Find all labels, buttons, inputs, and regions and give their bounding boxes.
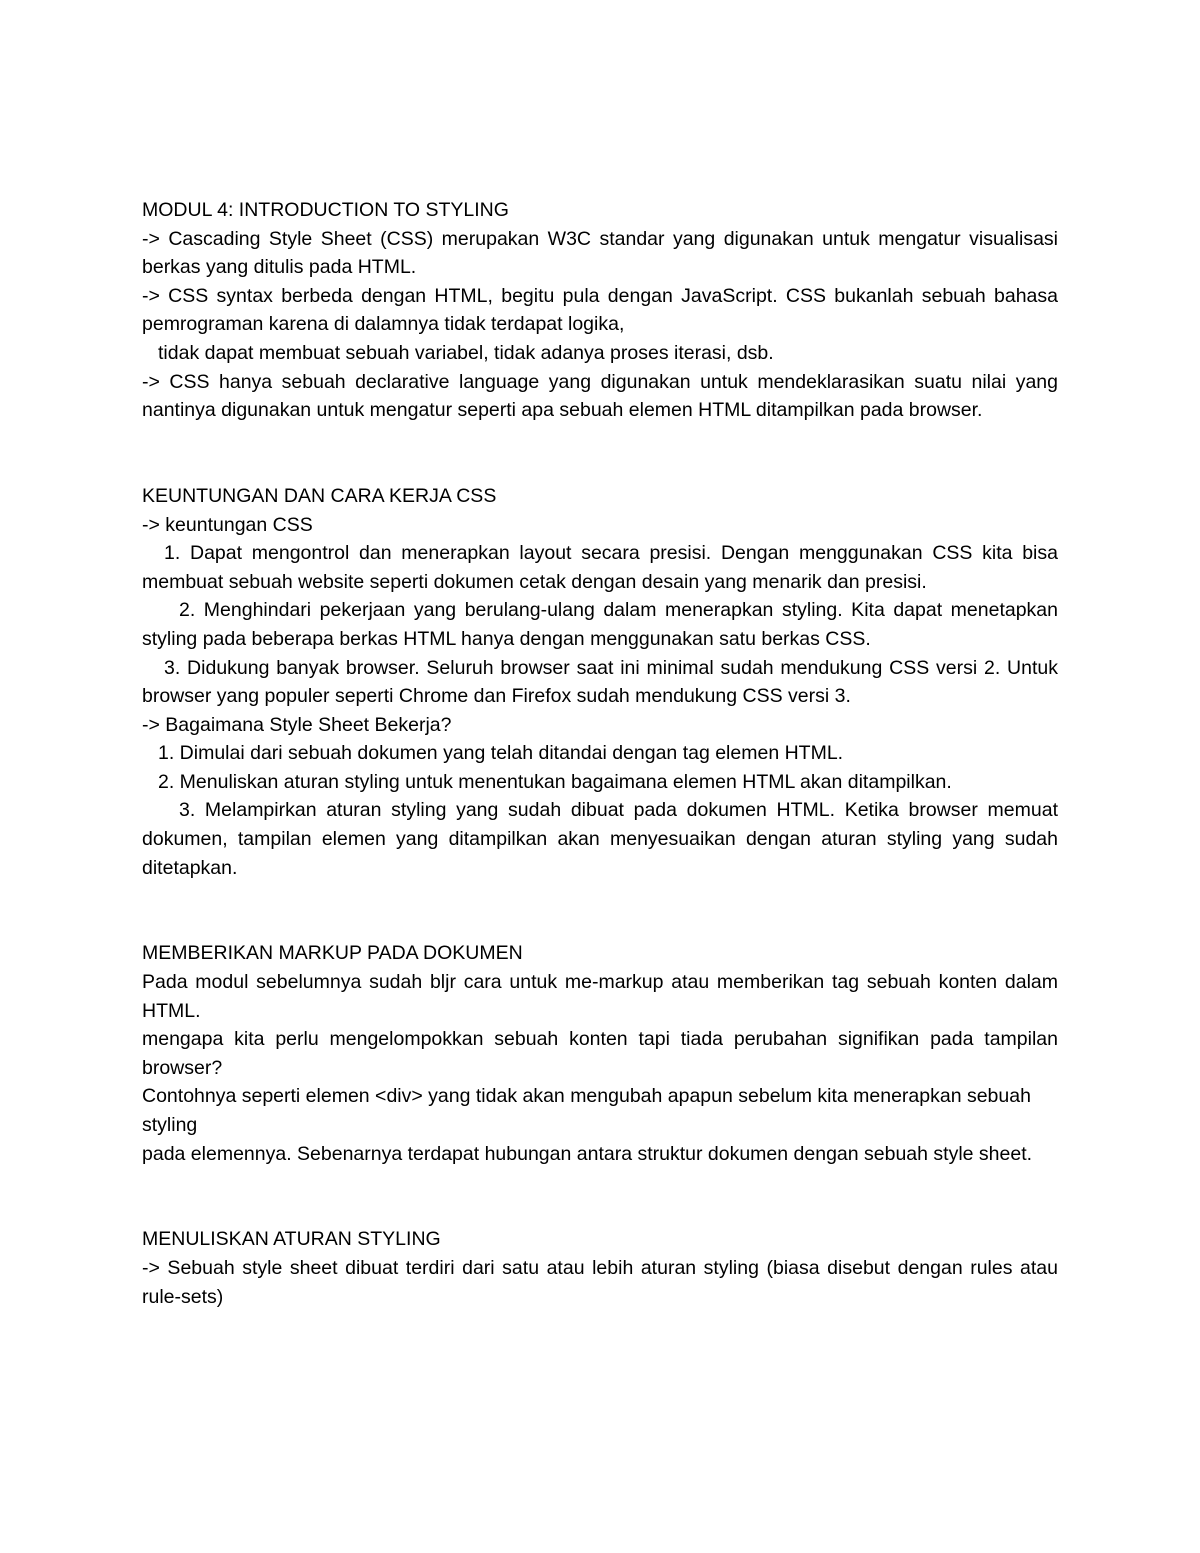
document-body (142, 196, 1058, 1311)
spacer (142, 1168, 1058, 1225)
section-heading: MODUL 4: INTRODUCTION TO STYLING (142, 199, 509, 221)
section-heading: KEUNTUNGAN DAN CARA KERJA CSS (142, 484, 497, 507)
section-heading: MENULISKAN ATURAN STYLING (142, 1228, 441, 1251)
paragraph: -> CSS syntax berbeda dengan HTML, begitu pula dengan JavaScript. CSS bukanlah sebuah bahasa pemrograman karena di dalamnya tidak terdapat logika, (142, 284, 1058, 336)
paragraph: mengapa kita perlu mengelompokkan sebuah konten tapi tiada perubahan signifikan pada tampilan browser? (142, 1028, 1058, 1079)
section-heading: MEMBERIKAN MARKUP PADA DOKUMEN (142, 942, 523, 965)
list-item: 3. Melampirkan aturan styling yang sudah dibuat pada dokumen HTML. Ketika browser memuat dokumen, tampilan elemen yang ditampilkan akan menyesuaikan dengan aturan styling yang sudah ditetapkan. (142, 799, 1058, 879)
paragraph: -> Sebuah style sheet dibuat terdiri dari satu atau lebih aturan styling (biasa disebut dengan rules atau rule-sets) (142, 1256, 1058, 1308)
list-item: 2. Menghindari pekerjaan yang berulang-ulang dalam menerapkan styling. Kita dapat menetapkan styling pada beberapa berkas HTML hanya dengan menggunakan satu berkas CSS. (142, 599, 1058, 650)
section-markup-dokumen (142, 939, 1058, 1168)
paragraph: tidak dapat membuat sebuah variabel, tidak adanya proses iterasi, dsb. (158, 341, 774, 364)
section-modul-4 (142, 196, 1058, 425)
paragraph: Pada modul sebelumnya sudah bljr cara untuk me-markup atau memberikan tag sebuah konten dalam HTML. (142, 971, 1058, 1022)
paragraph: -> CSS hanya sebuah declarative language yang digunakan untuk mendeklarasikan suatu nilai yang nantinya digunakan untuk mengatur seperti apa sebuah elemen HTML ditampilkan pada browser. (142, 370, 1058, 422)
section-aturan-styling (142, 1225, 1058, 1311)
paragraph: Contohnya seperti elemen <div> yang tidak akan mengubah apapun sebelum kita menerapkan sebuah styling (142, 1085, 1031, 1136)
paragraph: pada elemennya. Sebenarnya terdapat hubungan antara struktur dokumen dengan sebuah style sheet. (142, 1142, 1033, 1165)
list-item: 3. Didukung banyak browser. Seluruh browser saat ini minimal sudah mendukung CSS versi 2. Untuk browser yang populer seperti Chrome dan Firefox sudah mendukung CSS versi 3. (142, 656, 1058, 708)
list-item: 1. Dimulai dari sebuah dokumen yang telah ditandai dengan tag elemen HTML. (158, 742, 844, 765)
section-keuntungan-css (142, 482, 1058, 882)
subheading: -> keuntungan CSS (142, 513, 313, 536)
list-item: 2. Menuliskan aturan styling untuk menentukan bagaimana elemen HTML akan ditampilkan. (158, 770, 952, 793)
spacer (142, 882, 1058, 939)
subheading: -> Bagaimana Style Sheet Bekerja? (142, 713, 452, 736)
list-item: 1. Dapat mengontrol dan menerapkan layout secara presisi. Dengan menggunakan CSS kita bisa membuat sebuah website seperti dokumen cetak dengan desain yang menarik dan presisi. (142, 542, 1058, 593)
paragraph: -> Cascading Style Sheet (CSS) merupakan W3C standar yang digunakan untuk mengatur visualisasi berkas yang ditulis pada HTML. (142, 227, 1058, 279)
spacer (142, 425, 1058, 482)
